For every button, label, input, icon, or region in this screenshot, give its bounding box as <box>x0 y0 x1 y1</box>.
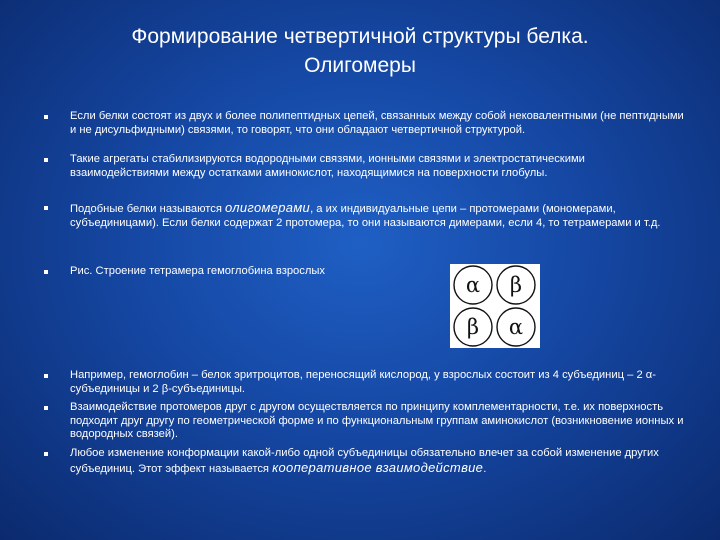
bullet-4 <box>44 265 684 279</box>
bullet-marker <box>44 115 48 119</box>
bullet-text-post: . <box>483 462 487 475</box>
bullet-2 <box>44 153 684 180</box>
bullet-marker <box>44 374 48 378</box>
subunit-label-alpha: α <box>508 315 524 339</box>
figure-caption: Рис. Строение тетрамера гемоглобина взрослых <box>70 265 326 277</box>
subunit-label-beta: β <box>466 315 480 339</box>
bullet-7 <box>44 447 684 476</box>
bullet-text-post: , а их индивидуальные цепи – протомерами (мономерами, субъединицами). Если белки содержат 2 протомера, то они называются димерами, если 4, то тетрамерами и т.д. <box>70 203 661 229</box>
bullet-text: Например, гемоглобин – белок эритроцитов, переносящий кислород, у взрослых состоит из 4 субъединиц – 2 α-субъединицы и 2 β-субъединицы. <box>70 369 656 395</box>
slide-title-line-2: Олигомеры <box>304 54 416 77</box>
bullet-marker <box>44 452 48 456</box>
bullet-marker <box>44 158 48 162</box>
subunit-label-beta: β <box>509 273 523 297</box>
subunit-label-alpha: α <box>465 273 481 297</box>
term-oligomers: олигомерами <box>225 200 311 215</box>
bullet-1 <box>44 110 684 137</box>
slide-title <box>60 22 660 80</box>
bullet-text-pre: Любое изменение конформации какой-либо одной субъединицы обязательно влечет за собой изменение других субъединиц. Этот эффект называется <box>70 447 659 475</box>
bullet-text <box>70 447 684 476</box>
bullet-5 <box>44 369 684 396</box>
bullet-text <box>70 201 684 230</box>
term-cooperative-interaction: кооперативное взаимодействие <box>272 459 484 475</box>
hemoglobin-tetramer-figure <box>450 264 540 348</box>
bullet-marker <box>44 406 48 410</box>
bullet-text: Если белки состоят из двух и более полипептидных цепей, связанных между собой нековалентными (не пептидными и не дисульфидными) связями, то говорят, что они обладают четвертичной структурой. <box>70 110 684 136</box>
tetramer-diagram <box>450 264 540 348</box>
bullet-text: Такие агрегаты стабилизируются водородными связями, ионными связями и электростатическими взаимодействиями между остатками аминокислот, находящимися на поверхности глобулы. <box>70 153 585 179</box>
slide-title-line-1: Формирование четвертичной структуры белка. <box>131 25 589 48</box>
bullet-6 <box>44 401 684 442</box>
bullet-3 <box>44 201 684 230</box>
bullet-marker <box>44 270 48 274</box>
bullet-text-pre: Подобные белки называются <box>70 203 226 215</box>
bullet-marker <box>44 206 48 210</box>
bullet-text: Взаимодействие протомеров друг с другом осуществляется по принципу комплементарности, т.е. их поверхность подходит друг другу по геометрической форме и по функциональным группам аминокислот (возникновение ионных и водородных связей). <box>70 401 684 441</box>
